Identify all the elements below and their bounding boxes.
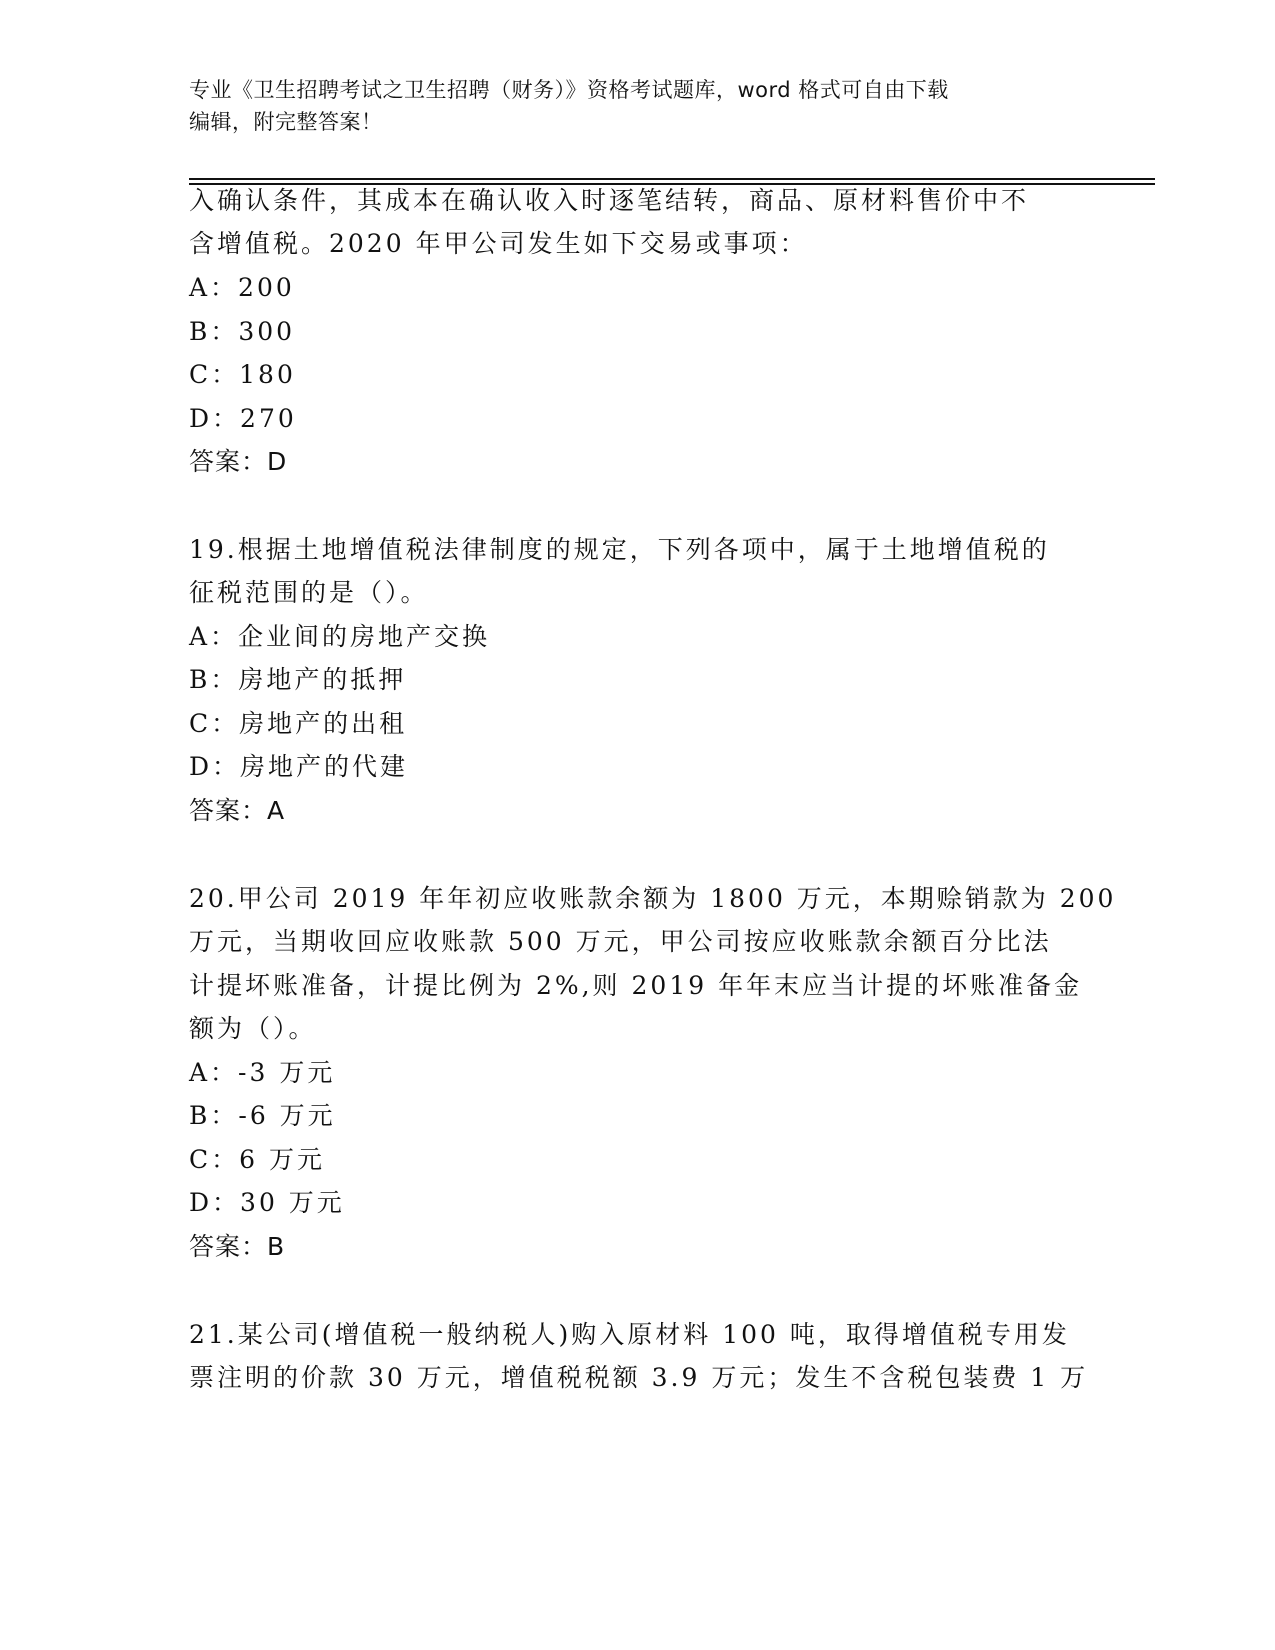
q20-option-c: C：6 万元 [189, 1145, 325, 1174]
q20-stem-line-4: 额为（）。 [189, 1014, 317, 1043]
header-divider-top [189, 178, 1155, 180]
q19-option-b: B：房地产的抵押 [189, 665, 407, 694]
q21-stem-line-1: 21.某公司(增值税一般纳税人)购入原材料 100 吨，取得增值税专用发 [189, 1320, 1070, 1349]
q20-stem-line-3: 计提坏账准备，计提比例为 2%,则 2019 年年末应当计提的坏账准备金 [189, 971, 1083, 1000]
q20-stem-line-2: 万元，当期收回应收账款 500 万元，甲公司按应收账款余额百分比法 [189, 927, 1052, 956]
q20-stem-line-1: 20.甲公司 2019 年年初应收账款余额为 1800 万元，本期赊销款为 200 [189, 884, 1117, 913]
q18-stem-line-2: 含增值税。2020 年甲公司发生如下交易或事项： [189, 229, 808, 258]
q19-option-c: C：房地产的出租 [189, 709, 408, 738]
q20-option-a: A：-3 万元 [189, 1058, 336, 1087]
q18-option-a: A：200 [189, 273, 295, 302]
header-divider-bottom [189, 183, 1155, 185]
q18-answer: 答案：D [189, 447, 288, 476]
q19-option-a: A：企业间的房地产交换 [189, 622, 491, 651]
q20-option-b: B：-6 万元 [189, 1101, 336, 1130]
q20-answer: 答案：B [189, 1232, 286, 1261]
document-header [189, 74, 1069, 138]
q18-option-d: D：270 [189, 404, 297, 433]
q19-stem-line-1: 19.根据土地增值税法律制度的规定，下列各项中，属于土地增值税的 [189, 535, 1050, 564]
q18-option-c: C：180 [189, 360, 296, 389]
q18-stem-line-1: 入确认条件，其成本在确认收入时逐笔结转，商品、原材料售价中不 [189, 186, 1030, 215]
q18-option-b: B：300 [189, 317, 296, 346]
header-line-2: 编辑，附完整答案！ [189, 110, 383, 134]
q19-answer: 答案：A [189, 796, 286, 825]
header-line-1: 专业《卫生招聘考试之卫生招聘（财务）》资格考试题库，word 格式可自由下载 [189, 78, 949, 102]
q21-stem-line-2: 票注明的价款 30 万元，增值税税额 3.9 万元；发生不含税包装费 1 万 [189, 1363, 1089, 1392]
q19-option-d: D：房地产的代建 [189, 752, 409, 781]
q19-stem-line-2: 征税范围的是（）。 [189, 578, 429, 607]
q20-option-d: D：30 万元 [189, 1188, 345, 1217]
